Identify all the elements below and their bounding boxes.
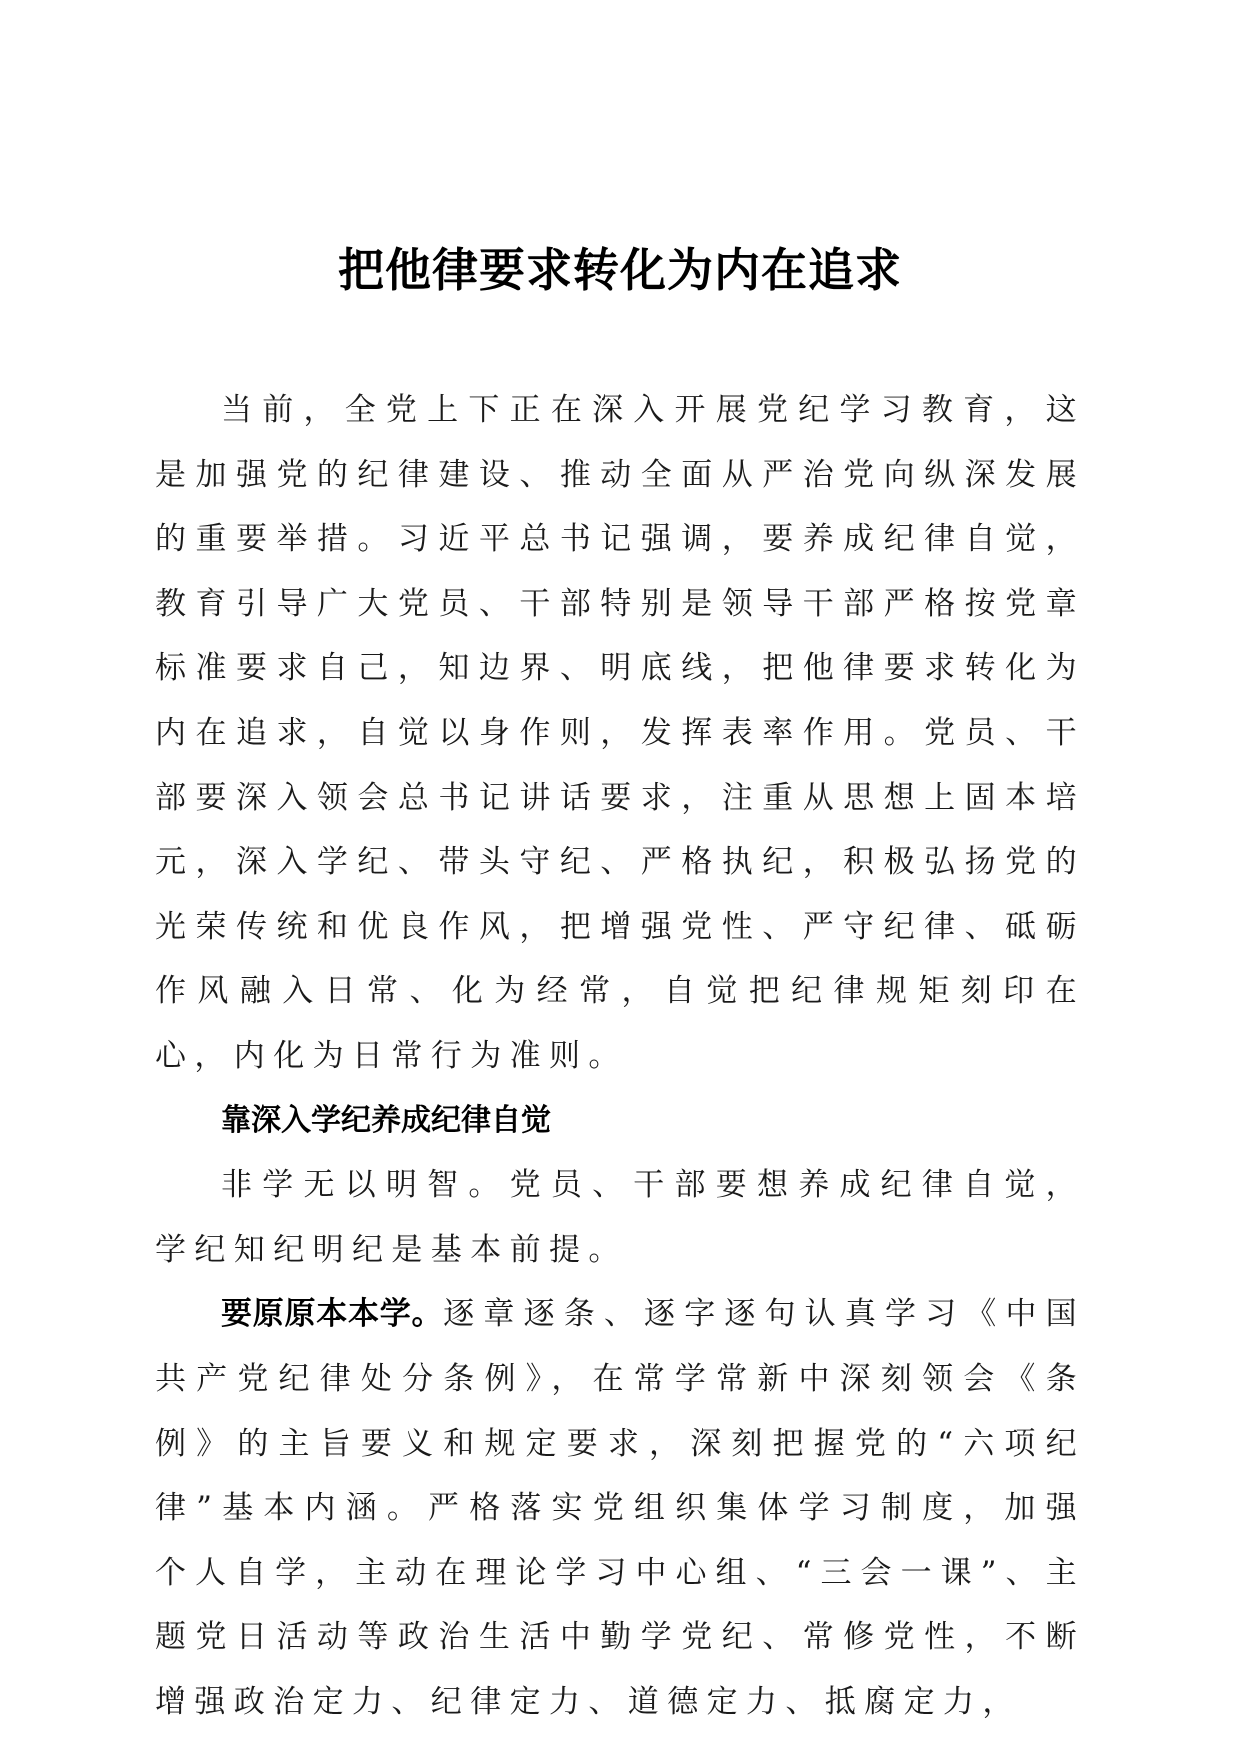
paragraph-study-original [155,1282,1085,1734]
paragraph-intro: 当前，全党上下正在深入开展党纪学习教育，这是加强党的纪律建设、推动全面从严治党向纵深发展的重要举措。习近平总书记强调，要养成纪律自觉，教育引导广大党员、干部特别是领导干部严格按党章标准要求自己，知边界、明底线，把他律要求转化为内在追求，自觉以身作则，发挥表率作用。党员、干部要深入领会总书记讲话要求，注重从思想上固本培元，深入学纪、带头守纪、严格执纪，积极弘扬党的光荣传统和优良作风，把增强党性、严守纪律、砥砺作风融入日常、化为经常，自觉把纪律规矩刻印在心，内化为日常行为准则。 [155,392,1085,1074]
document-title: 把他律要求转化为内在追求 [338,243,902,297]
section-subheading: 靠深入学纪养成纪律自觉 [221,1102,551,1138]
paragraph-lead-phrase: 要原原本本学。 [221,1296,444,1333]
paragraph-body-text: 逐章逐条、逐字逐句认真学习《中国共产党纪律处分条例》，在常学常新中深刻领会《条例》的主旨要义和规定要求，深刻把握党的“六项纪律”基本内涵。严格落实党组织集体学习制度，加强个人自学，主动在理论学习中心组、“三会一课”、主题党日活动等政治生活中勤学党纪、常修党性，不断增强政治定力、纪律定力、道德定力、抵腐定力， [155,1296,1085,1720]
paragraph-study-premise: 非学无以明智。党员、干部要想养成纪律自觉，学纪知纪明纪是基本前提。 [155,1167,1085,1268]
document-body [155,378,1085,1734]
